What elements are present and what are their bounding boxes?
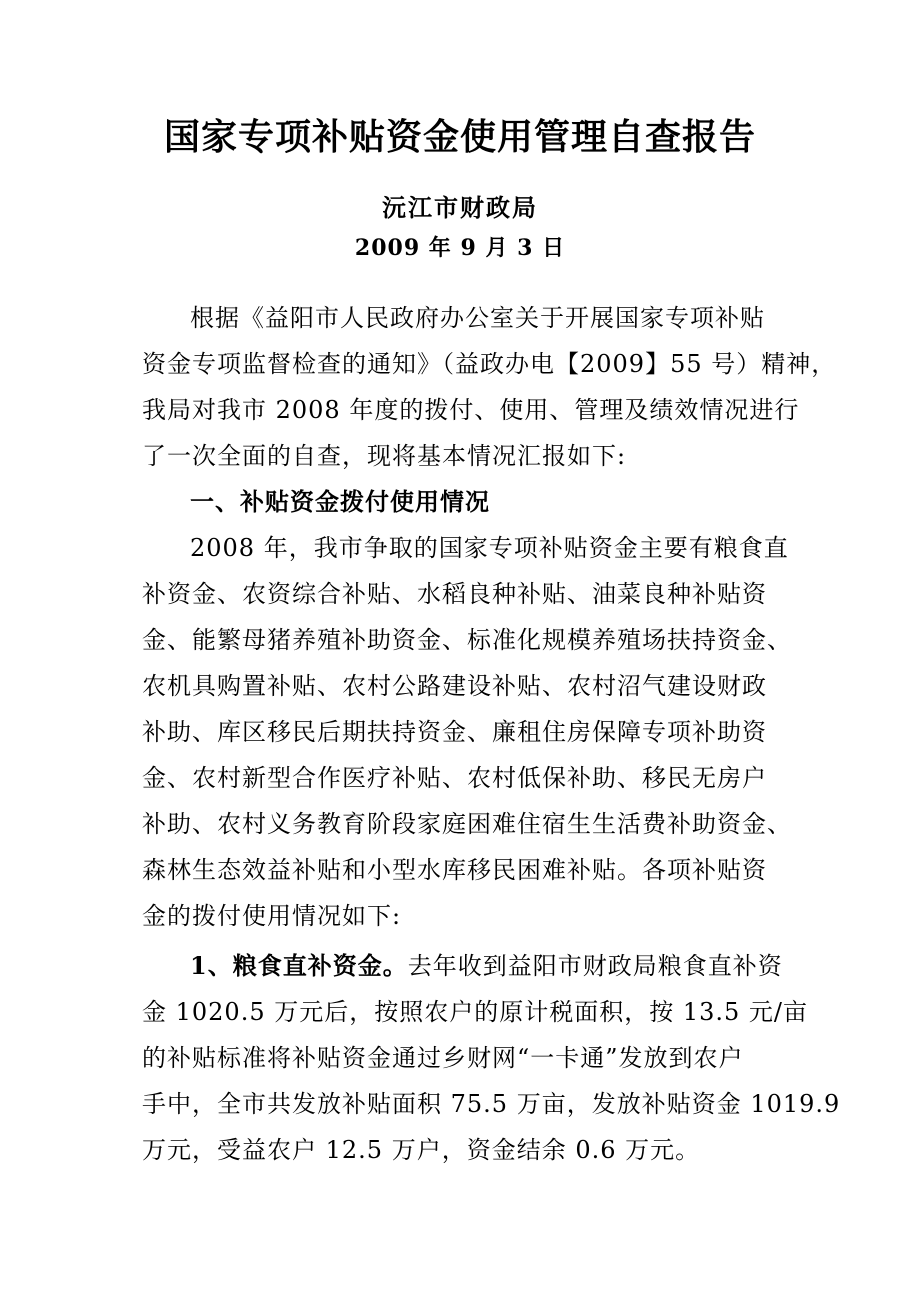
section-line: 金的拨付使用情况如下:	[142, 902, 402, 930]
item-line: 的补贴标准将补贴资金通过乡财网“一卡通”发放到农户	[142, 1044, 744, 1072]
section-line: 2008 年，我市争取的国家专项补贴资金主要有粮食直	[190, 534, 789, 562]
item-line: 手中，全市共发放补贴面积 75.5 万亩，发放补贴资金 1019.9	[142, 1090, 841, 1118]
section-line: 金、能繁母猪养殖补助资金、标准化规模养殖场扶持资金、	[142, 626, 792, 654]
intro-line: 我局对我市 2008 年度的拨付、使用、管理及绩效情况进行	[142, 396, 800, 424]
intro-line: 了一次全面的自查，现将基本情况汇报如下:	[142, 442, 627, 470]
section-line: 森林生态效益补贴和小型水库移民困难补贴。各项补贴资	[142, 856, 767, 884]
item-first-line-text: 去年收到益阳市财政局粮食直补资	[407, 952, 783, 980]
intro-line: 资金专项监督检查的通知》（益政办电【2009】55 号）精神，	[142, 350, 837, 378]
intro-line: 根据《益阳市人民政府办公室关于开展国家专项补贴	[190, 304, 765, 332]
item-first-line	[190, 946, 783, 986]
document-date: 2009 年 9 月 3 日	[354, 235, 566, 261]
section-heading: 一、补贴资金拨付使用情况	[190, 488, 490, 516]
item-line: 金 1020.5 万元后，按照农户的原计税面积，按 13.5 元/亩	[142, 998, 809, 1026]
document-title: 国家专项补贴资金使用管理自查报告	[163, 117, 756, 158]
section-line: 补资金、农资综合补贴、水稻良种补贴、油菜良种补贴资	[142, 580, 767, 608]
section-line: 补助、农村义务教育阶段家庭困难住宿生生活费补助资金、	[142, 810, 792, 838]
item-line: 万元，受益农户 12.5 万户，资金结余 0.6 万元。	[142, 1136, 701, 1164]
section-line: 补助、库区移民后期扶持资金、廉租住房保障专项补助资	[142, 718, 767, 746]
section-line: 农机具购置补贴、农村公路建设补贴、农村沼气建设财政	[142, 672, 767, 700]
section-line: 金、农村新型合作医疗补贴、农村低保补助、移民无房户	[142, 764, 767, 792]
item-label: 1、粮食直补资金。	[190, 951, 408, 980]
issuing-organization: 沅江市财政局	[382, 193, 538, 222]
